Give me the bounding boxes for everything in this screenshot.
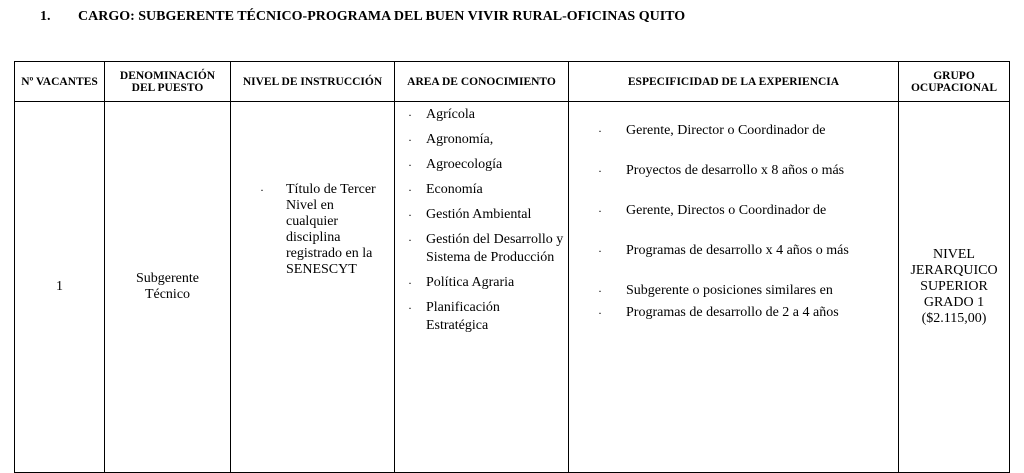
bullet-icon: ·: [598, 306, 602, 320]
bullet-icon: ·: [598, 124, 602, 138]
list-item: [398, 274, 565, 292]
heading-title: CARGO: SUBGERENTE TÉCNICO-PROGRAMA DEL BUEN VIVIR RURAL-OFICINAS QUITO: [78, 9, 686, 24]
list-item: [234, 182, 391, 278]
list-item-text: Agrícola: [426, 107, 475, 122]
bullet-icon: ·: [408, 183, 412, 197]
bullet-icon: ·: [408, 108, 412, 122]
list-item-text: Proyectos de desarrollo x 8 años o más: [626, 163, 845, 178]
list-item: [398, 206, 565, 224]
cell-grupo: NIVEL JERARQUICO SUPERIOR GRADO 1 ($2.115,00): [899, 102, 1010, 473]
bullet-icon: ·: [598, 284, 602, 298]
list-item-text: Agroecología: [426, 157, 503, 172]
bullet-icon: ·: [408, 276, 412, 290]
bullet-icon: ·: [408, 301, 412, 315]
list-item: [572, 282, 895, 300]
table-header-row: [15, 62, 1010, 102]
list-item: [398, 156, 565, 174]
header-instruccion: NIVEL DE INSTRUCCIÓN: [231, 62, 395, 102]
list-item: [572, 304, 895, 322]
list-item: [398, 299, 565, 335]
heading-number: 1.: [40, 9, 51, 24]
header-experiencia: ESPECIFICIDAD DE LA EXPERIENCIA: [569, 62, 899, 102]
header-area: AREA DE CONOCIMIENTO: [395, 62, 569, 102]
list-item-text: Planificación Estratégica: [426, 300, 500, 333]
cell-denominacion: Subgerente Técnico: [105, 102, 231, 473]
header-denominacion: DENOMINACIÓN DEL PUESTO: [105, 62, 231, 102]
bullet-icon: ·: [408, 133, 412, 147]
list-item-text: Subgerente o posiciones similares en: [626, 283, 833, 298]
instruccion-list: [234, 182, 391, 278]
list-item: [572, 202, 895, 220]
list-item: [572, 242, 895, 260]
bullet-icon: ·: [408, 158, 412, 172]
list-item-text: Gerente, Directos o Coordinador de: [626, 203, 827, 218]
area-list: [398, 106, 565, 335]
header-grupo: GRUPO OCUPACIONAL: [899, 62, 1010, 102]
document-heading: [40, 9, 685, 25]
experiencia-list: [572, 122, 895, 322]
list-item-text: Gestión Ambiental: [426, 207, 532, 222]
list-item-text: Programas de desarrollo de 2 a 4 años: [626, 305, 839, 320]
list-item-text: Economía: [426, 182, 483, 197]
bullet-icon: ·: [598, 244, 602, 258]
list-item: [398, 131, 565, 149]
list-item-text: Título de Tercer Nivel en cualquier disciplina registrado en la SENESCYT: [286, 182, 376, 277]
header-vacantes: Nº VACANTES: [15, 62, 105, 102]
bullet-icon: ·: [598, 164, 602, 178]
bullet-icon: ·: [260, 183, 264, 197]
list-item: [398, 231, 565, 267]
cell-vacantes: 1: [15, 102, 105, 473]
list-item: [398, 106, 565, 124]
bullet-icon: ·: [408, 233, 412, 247]
list-item-text: Programas de desarrollo x 4 años o más: [626, 243, 849, 258]
list-item-text: Gestión del Desarrollo y Sistema de Producción: [426, 232, 564, 265]
bullet-icon: ·: [408, 208, 412, 222]
list-item: [572, 122, 895, 140]
list-item: [398, 181, 565, 199]
job-position-table: [14, 61, 1010, 473]
list-item: [572, 162, 895, 180]
list-item-text: Agronomía,: [426, 132, 494, 147]
bullet-icon: ·: [598, 204, 602, 218]
list-item-text: Gerente, Director o Coordinador de: [626, 123, 826, 138]
list-item-text: Política Agraria: [426, 275, 515, 290]
